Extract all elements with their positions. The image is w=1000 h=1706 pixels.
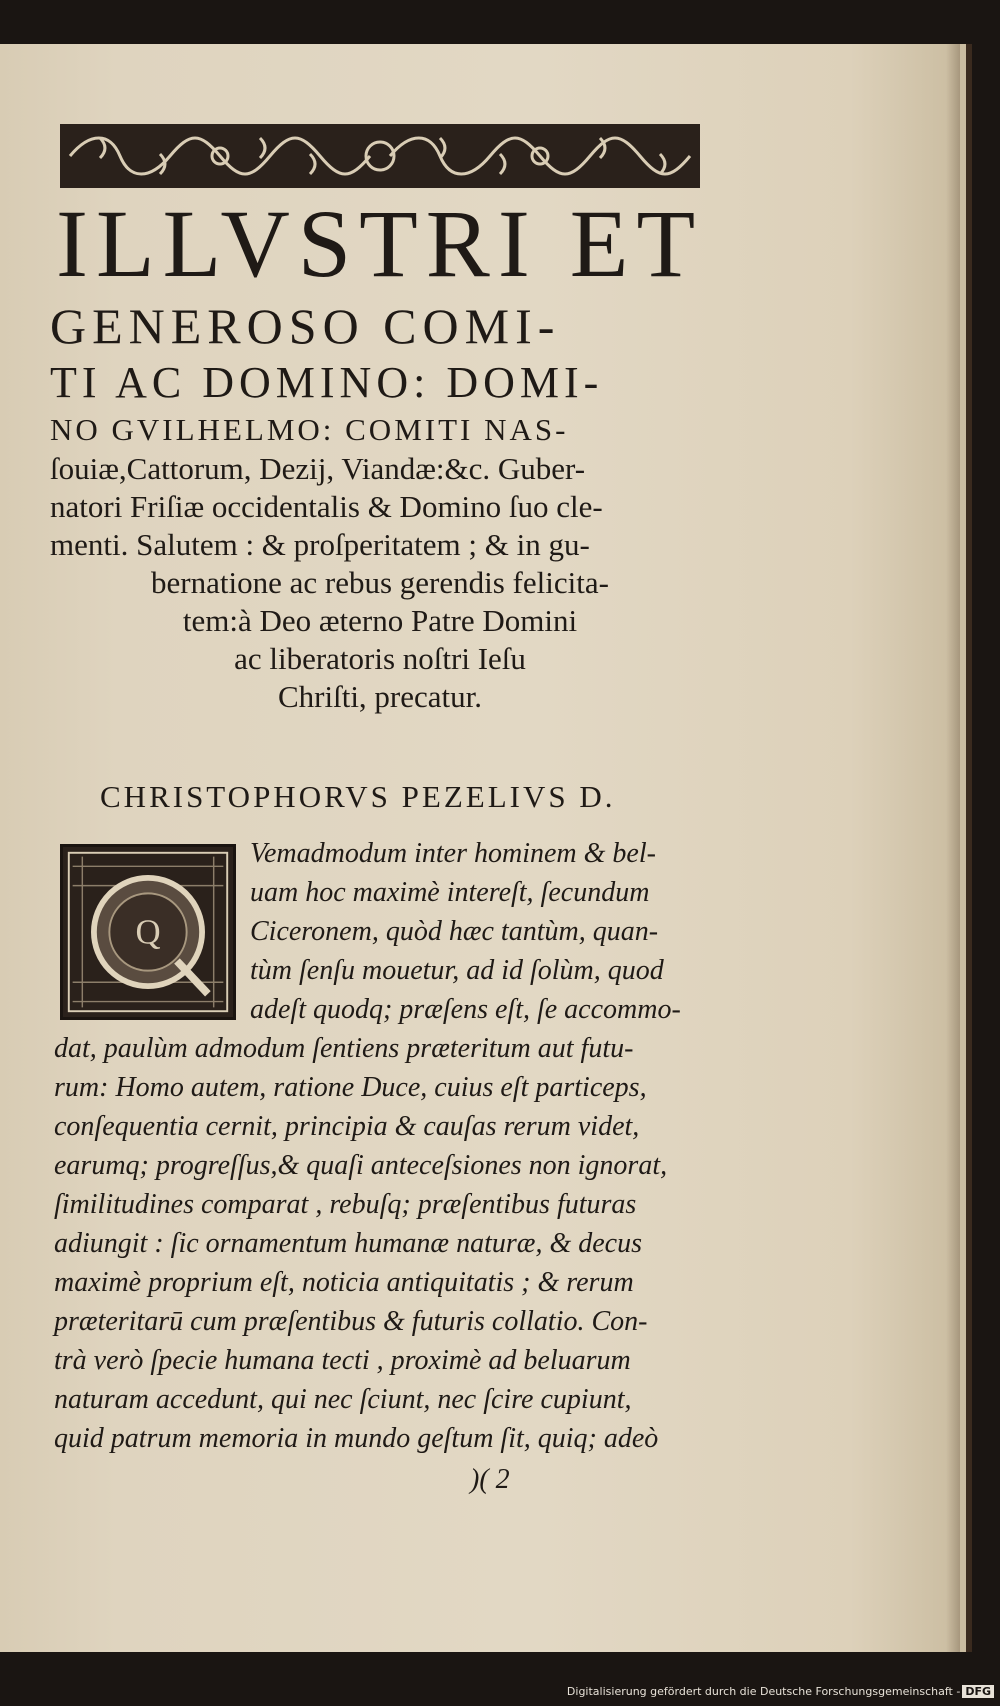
digitization-credit xyxy=(567,1685,994,1698)
credit-text: Digitalisierung gefördert durch die Deutsche Forschungsgemeinschaft - xyxy=(566,1685,961,1698)
body-line: uam hoc maximè intereſt, ſecundum xyxy=(250,877,650,908)
body-line: Ciceronem, quòd hæc tantùm, quan- xyxy=(250,916,659,947)
title-line: ILLVSTRI ET xyxy=(56,190,704,297)
body-line: adiungit : ſic ornamentum humanæ naturæ, & decus xyxy=(54,1228,642,1259)
title-line: NO GVILHELMO: COMITI NAS- xyxy=(50,412,569,447)
body-line: ſimilitudines comparat , rebuſq; præſentibus futuras xyxy=(54,1189,637,1220)
body-line: tùm ſenſu mouetur, ad id ſolùm, quod xyxy=(250,955,664,986)
dfg-logo: DFG xyxy=(962,1685,994,1698)
ornamental-headpiece xyxy=(60,124,700,188)
body-line: naturam accedunt, qui nec ſciunt, nec ſcire cupiunt, xyxy=(54,1384,632,1415)
body-line: quid patrum memoria in mundo geſtum ſit, quiq; adeò xyxy=(54,1423,659,1454)
title-line: bernatione ac rebus gerendis felicita- xyxy=(151,565,609,600)
body-line: maximè proprium eſt, noticia antiquitatis ; & rerum xyxy=(54,1267,634,1298)
body-line: dat, paulùm admodum ſentiens præteritum aut futu- xyxy=(54,1033,634,1064)
dropcap-letter: Q xyxy=(135,912,161,952)
title-line: GENEROSO COMI- xyxy=(50,298,561,354)
title-line: Chriſti, precatur. xyxy=(277,679,483,714)
dedication-title xyxy=(50,192,710,716)
book-page xyxy=(0,44,972,1652)
title-line: menti. Salutem : & proſperitatem ; & in gu- xyxy=(50,527,590,562)
body-line: conſequentia cernit, principia & cauſas rerum videt, xyxy=(54,1111,640,1142)
title-line: ſouiæ,Cattorum, Dezij, Viandæ:&c. Guber- xyxy=(50,451,586,486)
title-line: tem:à Deo æterno Patre Domini xyxy=(182,603,578,638)
body-line: Vemadmodum inter hominem & bel- xyxy=(250,838,656,869)
author-heading: CHRISTOPHORVS PEZELIVS D. xyxy=(100,779,616,814)
signature-mark: )( 2 xyxy=(470,1464,510,1495)
page-edge-shadow xyxy=(946,44,960,1652)
title-line: ac liberatoris noſtri Ieſu xyxy=(234,641,526,676)
body-line: earumq; progreſſus,& quaſi anteceſsiones non ignorat, xyxy=(54,1150,668,1181)
body-line: rum: Homo autem, ratione Duce, cuius eſt particeps, xyxy=(54,1072,647,1103)
body-text xyxy=(54,834,714,1458)
title-line: natori Friſiæ occidentalis & Domino ſuo cle- xyxy=(50,489,603,524)
body-line: præteritarū cum præſentibus & futuris collatio. Con- xyxy=(54,1306,648,1337)
title-line: TI AC DOMINO: DOMI- xyxy=(50,358,604,407)
body-line: adeſt quodq; præſens eſt, ſe accommo- xyxy=(250,994,681,1025)
body-line: trà verò ſpecie humana tecti , proximè ad beluarum xyxy=(54,1345,631,1376)
